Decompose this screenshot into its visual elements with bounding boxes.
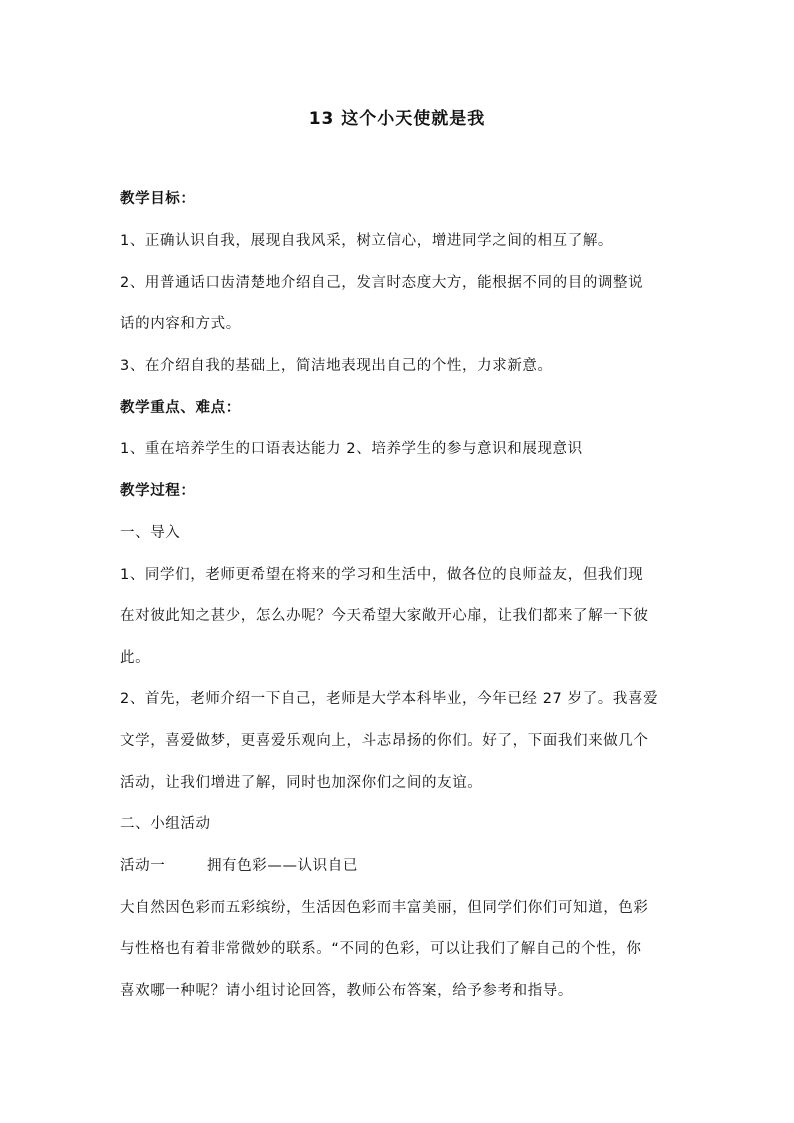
intro-paragraph-2-line-3: 活动，让我们增进了解，同时也加深你们之间的友谊。 [120,775,483,791]
section-heading-process: 教学过程： [120,483,196,499]
objective-line-2: 2、用普通话口齿清楚地介绍自己，发言时态度大方，能根据不同的目的调整说 [120,275,644,291]
objective-line-3: 3、在介绍自我的基础上，简洁地表现出自己的个性，力求新意。 [120,358,553,374]
subsection-heading-introduction: 一、导入 [120,525,181,541]
activity-paragraph-line-2: 与性格也有着非常微妙的联系。“不同的色彩，可以让我们了解自己的个性，你 [120,941,642,957]
intro-paragraph-2-line-1: 2、首先，老师介绍一下自己，老师是大学本科毕业，今年已经 27 岁了。我喜爱 [120,691,659,707]
intro-paragraph-1-line-1: 1、同学们，老师更希望在将来的学习和生活中，做各位的良师益友，但我们现 [120,567,644,583]
subsection-heading-group-activity: 二、小组活动 [120,816,211,832]
objective-line-2-continued: 话的内容和方式。 [120,316,241,332]
intro-paragraph-1-line-3: 此。 [120,650,151,666]
intro-paragraph-2-line-2: 文学，喜爱做梦，更喜爱乐观向上，斗志昂扬的你们。好了，下面我们来做几个 [120,733,649,749]
document-title: 13 这个小天使就是我 [308,109,486,129]
activity-paragraph-line-1: 大自然因色彩而五彩缤纷，生活因色彩而丰富美丽，但同学们你们可知道，色彩 [120,900,649,916]
section-heading-objectives: 教学目标： [120,191,196,207]
section-heading-key-points: 教学重点、难点： [120,400,241,416]
objective-line-1: 1、正确认识自我，展现自我风采，树立信心，增进同学之间的相互了解。 [120,233,614,249]
activity-paragraph-line-3: 喜欢哪一种呢？请小组讨论回答，教师公布答案，给予参考和指导。 [120,983,573,999]
key-points-line: 1、重在培养学生的口语表达能力 2、培养学生的参与意识和展现意识 [120,441,583,457]
intro-paragraph-1-line-2: 在对彼此知之甚少，怎么办呢？今天希望大家敞开心扉，让我们都来了解一下彼 [120,608,649,624]
activity-one-heading: 活动一 拥有色彩——认识自已 [120,858,358,874]
